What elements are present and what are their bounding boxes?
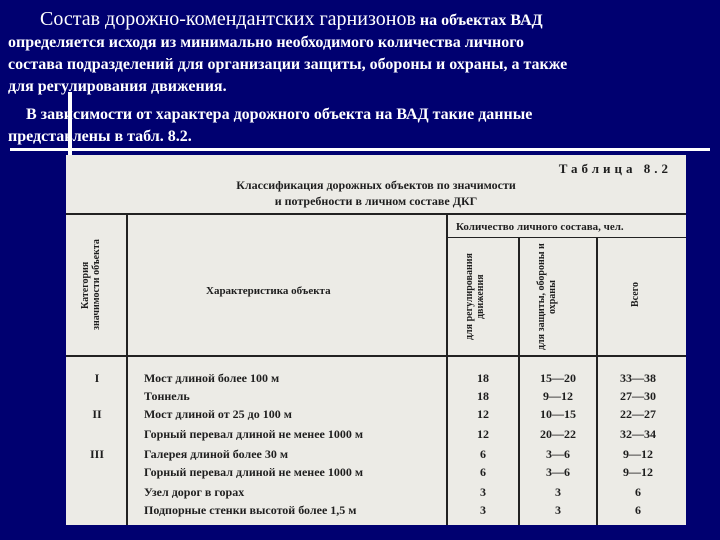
- cell-category: II: [92, 407, 102, 421]
- cell-total: 33—38: [620, 371, 656, 385]
- decor-horizontal-line: [10, 148, 710, 151]
- scanned-table-image: [66, 155, 686, 525]
- header-personnel-group: Количество личного состава, чел.: [456, 221, 624, 233]
- table-row: [66, 425, 686, 443]
- table-row: [66, 463, 686, 481]
- cell-regulation: 18: [477, 389, 489, 403]
- cell-regulation: 12: [477, 407, 489, 421]
- cell-defense: 3: [555, 485, 561, 499]
- paragraph-1-line-2: определяется исходя из минимально необходимого количества личного: [8, 34, 525, 51]
- cell-regulation: 6: [480, 447, 486, 461]
- table-title-line-1: Классификация дорожных объектов по значимости: [236, 178, 516, 192]
- table-row: [66, 501, 686, 519]
- cell-regulation: 3: [480, 503, 486, 517]
- cell-defense: 9—12: [543, 389, 573, 403]
- paragraph-1-lead-rest: на объектах ВАД: [415, 12, 543, 29]
- table-label: Таблица 8.2: [558, 161, 672, 176]
- cell-regulation: 3: [480, 485, 486, 499]
- paragraph-2-line-1: В зависимости от характера дорожного объекта на ВАД такие данные: [26, 106, 533, 123]
- cell-defense: 10—15: [540, 407, 576, 421]
- table-title: [66, 177, 686, 209]
- slide-text: [8, 8, 712, 148]
- header-bottom-rule: [66, 355, 686, 357]
- cell-characteristic: Мост длиной более 100 м: [144, 371, 280, 385]
- cell-defense: 20—22: [540, 427, 576, 441]
- cell-total: 22—27: [620, 407, 656, 421]
- paragraph-2-line-2: представлены в табл. 8.2.: [8, 128, 192, 145]
- cell-category: III: [89, 447, 104, 461]
- cell-characteristic: Мост длиной от 25 до 100 м: [144, 407, 292, 421]
- cell-characteristic: Горный перевал длиной не менее 1000 м: [144, 465, 364, 479]
- paragraph-1-lead: Состав дорожно-комендантских гарнизонов: [40, 8, 416, 30]
- cell-defense: 3—6: [546, 465, 570, 479]
- paragraph-1-line-4: для регулирования движения.: [8, 78, 227, 95]
- cell-characteristic: Подпорные стенки высотой более 1,5 м: [144, 503, 357, 517]
- header-total: Всего: [630, 282, 641, 308]
- cell-total: 32—34: [620, 427, 656, 441]
- cell-total: 6: [635, 503, 641, 517]
- cell-regulation: 18: [477, 371, 489, 385]
- table-row: [66, 369, 686, 387]
- header-regulation: для регулирования движения: [464, 253, 486, 341]
- header-category: Категория значимости объекта: [80, 239, 102, 331]
- cell-regulation: 6: [480, 465, 486, 479]
- cell-defense: 3—6: [546, 447, 570, 461]
- cell-defense: 3: [555, 503, 561, 517]
- paragraph-1-line-1: [8, 8, 712, 32]
- cell-total: 6: [635, 485, 641, 499]
- cell-total: 27—30: [620, 389, 656, 403]
- table-row: [66, 405, 686, 423]
- group-header-rule: [446, 237, 686, 238]
- header-defense: для защиты, обороны и охраны: [536, 243, 558, 351]
- table-row: [66, 445, 686, 463]
- table-title-line-2: и потребности в личном составе ДКГ: [274, 194, 478, 208]
- cell-defense: 15—20: [540, 371, 576, 385]
- cell-characteristic: Тоннель: [144, 389, 190, 403]
- cell-characteristic: Галерея длиной более 30 м: [144, 447, 289, 461]
- cell-characteristic: Узел дорог в горах: [144, 485, 245, 499]
- table-top-rule: [66, 213, 686, 215]
- header-characteristic: Характеристика объекта: [206, 285, 331, 297]
- cell-category: I: [94, 371, 100, 385]
- paragraph-1-line-3: состава подразделений для организации защиты, обороны и охраны, а также: [8, 56, 568, 73]
- cell-total: 9—12: [623, 465, 653, 479]
- table-row: [66, 483, 686, 501]
- cell-characteristic: Горный перевал длиной не менее 1000 м: [144, 427, 364, 441]
- cell-total: 9—12: [623, 447, 653, 461]
- cell-regulation: 12: [477, 427, 489, 441]
- table-row: [66, 387, 686, 405]
